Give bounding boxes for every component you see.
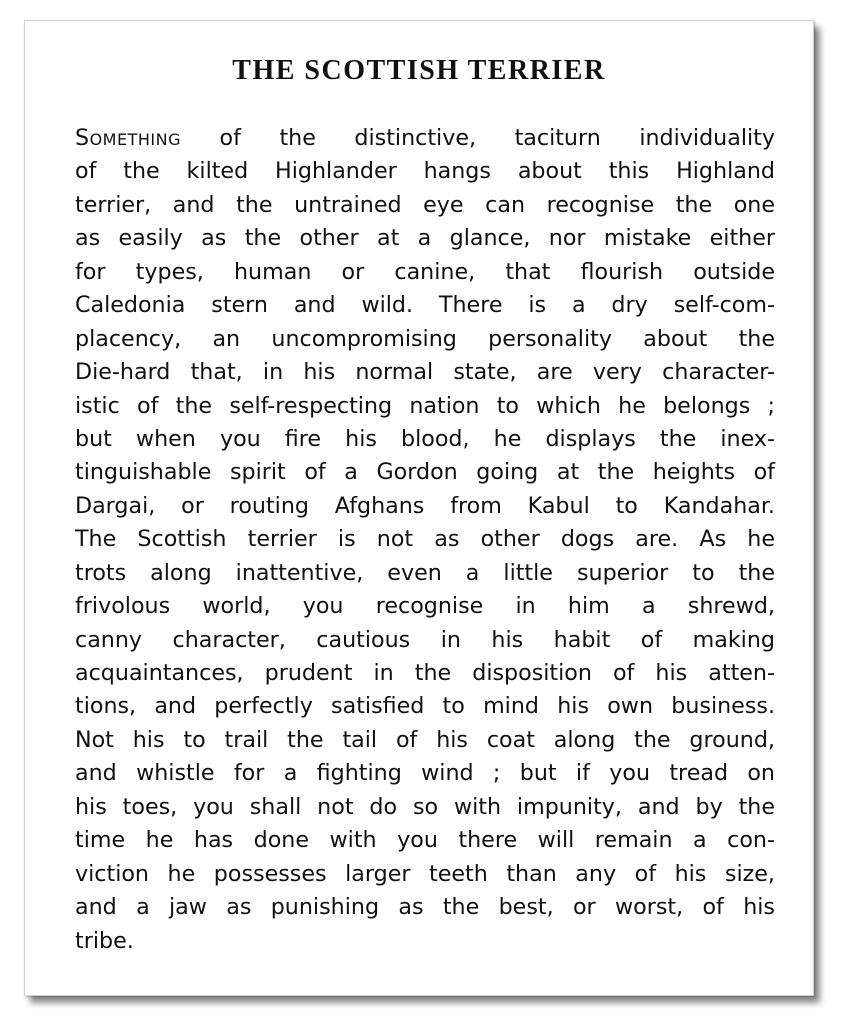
text-line: Something of the distinctive, taciturn individuality xyxy=(75,125,775,151)
text-line: placency, an uncompromising personality about the xyxy=(75,325,775,352)
text-line: frivolous world, you recognise in him a shrewd, xyxy=(75,593,775,620)
text-line: trots along inattentive, even a little superior to the xyxy=(75,559,775,586)
text-line: of the kilted Highlander hangs about this Highland xyxy=(75,158,775,185)
text-line: tions, and perfectly satisfied to mind his own business. xyxy=(75,693,775,720)
text-line: terrier, and the untrained eye can recognise the one xyxy=(75,191,775,218)
text-line: as easily as the other at a glance, nor mistake either xyxy=(75,225,775,252)
text-line: istic of the self-respecting nation to which he belongs ; xyxy=(75,392,775,419)
text-line: acquaintances, prudent in the disposition of his atten- xyxy=(75,660,775,686)
text-line: and a jaw as punishing as the best, or worst, of his xyxy=(75,894,775,921)
text-line: viction he possesses larger teeth than any of his size, xyxy=(75,860,775,887)
text-line: The Scottish terrier is not as other dogs are. As he xyxy=(75,526,775,553)
text-line: Not his to trail the tail of his coat along the ground, xyxy=(75,726,775,753)
text-line: Caledonia stern and wild. There is a dry self-com- xyxy=(75,292,775,319)
text-line: and whistle for a fighting wind ; but if you tread on xyxy=(75,760,775,787)
text-line: time he has done with you there will remain a con- xyxy=(75,827,775,854)
text-line: canny character, cautious in his habit of making xyxy=(75,626,775,653)
text-line: tribe. xyxy=(75,927,134,954)
book-page xyxy=(24,20,814,996)
text-line: but when you fire his blood, he displays the inex- xyxy=(75,425,775,452)
text-line: Die-hard that, in his normal state, are very character- xyxy=(75,359,775,386)
opening-word: Something xyxy=(75,125,181,151)
text-line: Dargai, or routing Afghans from Kabul to Kandahar. xyxy=(75,492,775,519)
text-line: tinguishable spirit of a Gordon going at the heights of xyxy=(75,459,775,486)
text-line: for types, human or canine, that flourish outside xyxy=(75,258,775,285)
text-line: his toes, you shall not do so with impunity, and by the xyxy=(75,793,775,820)
body-paragraph xyxy=(75,122,775,958)
page-title: THE SCOTTISH TERRIER xyxy=(232,55,606,86)
